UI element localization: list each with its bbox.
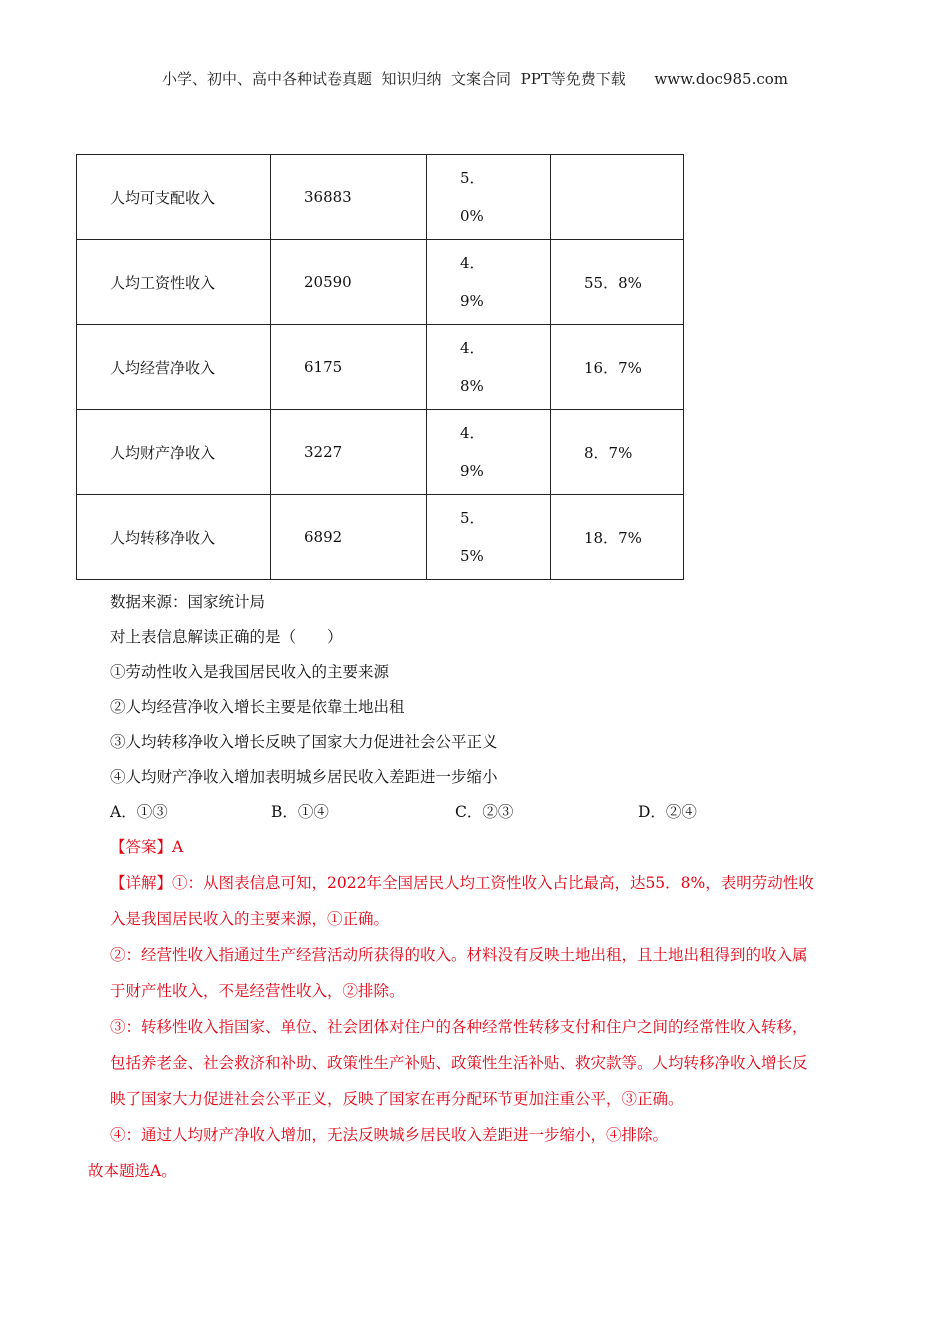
statement-1: ①劳动性收入是我国居民收入的主要来源 [110,663,390,681]
row-name: 人均转移净收入 [77,495,271,580]
detail-line: ②：经营性收入指通过生产经营活动所获得的收入。材料没有反映土地出租，且土地出租得到的收入属 [110,946,808,964]
row-growth [427,325,551,410]
option-c: C．②③ [455,803,514,821]
row-value: 20590 [271,240,427,325]
statement-2: ②人均经营净收入增长主要是依靠土地出租 [110,698,405,716]
table-row [77,240,684,325]
answer-label: 【答案】A [110,838,184,856]
detail-line: ④：通过人均财产净收入增加，无法反映城乡居民收入差距进一步缩小，④排除。 [110,1126,669,1144]
row-value: 6892 [271,495,427,580]
growth-text: 5．5% [460,509,485,565]
table-row [77,325,684,410]
row-growth [427,240,551,325]
row-value: 36883 [271,155,427,240]
row-name: 人均可支配收入 [77,155,271,240]
row-name: 人均工资性收入 [77,240,271,325]
option-d: D．②④ [638,803,697,821]
page-header: 小学、初中、高中各种试卷真题 知识归纳 文案合同 PPT等免费下载 www.doc985.com [161,70,788,88]
conclusion: 故本题选A。 [88,1162,177,1180]
row-growth [427,495,551,580]
row-share: 18．7% [551,495,684,580]
data-source: 数据来源：国家统计局 [110,593,266,611]
table-row [77,410,684,495]
option-a: A．①③ [110,803,168,821]
income-table [76,154,684,580]
growth-text: 4．8% [460,339,485,395]
row-growth [427,155,551,240]
detail-line: 映了国家大力促进社会公平正义，反映了国家在再分配环节更加注重公平，③正确。 [110,1090,684,1108]
detail-line: ③：转移性收入指国家、单位、社会团体对住户的各种经常性转移支付和住户之间的经常性收入转移， [110,1018,808,1036]
row-growth [427,410,551,495]
option-b: B．①④ [271,803,329,821]
row-value: 3227 [271,410,427,495]
detail-line: 包括养老金、社会救济和补助、政策性生产补贴、政策性生活补贴、救灾款等。人均转移净收入增长反 [110,1054,808,1072]
row-share: 16．7% [551,325,684,410]
row-name: 人均财产净收入 [77,410,271,495]
detail-line: 于财产性收入，不是经营性收入，②排除。 [110,982,405,1000]
growth-text: 4．9% [460,254,485,310]
row-name: 人均经营净收入 [77,325,271,410]
growth-text: 4．9% [460,424,485,480]
detail-line: 【详解】①：从图表信息可知，2022年全国居民人均工资性收入占比最高，达55．8%，表明劳动性收 [110,874,814,892]
detail-line: 入是我国居民收入的主要来源，①正确。 [110,910,390,928]
table-row [77,155,684,240]
table-row [77,495,684,580]
row-share [551,155,684,240]
row-value: 6175 [271,325,427,410]
row-share: 55．8% [551,240,684,325]
statement-3: ③人均转移净收入增长反映了国家大力促进社会公平正义 [110,733,498,751]
growth-text: 5．0% [460,169,485,225]
row-share: 8．7% [551,410,684,495]
question-stem: 对上表信息解读正确的是（ ） [110,628,343,646]
statement-4: ④人均财产净收入增加表明城乡居民收入差距进一步缩小 [110,768,498,786]
